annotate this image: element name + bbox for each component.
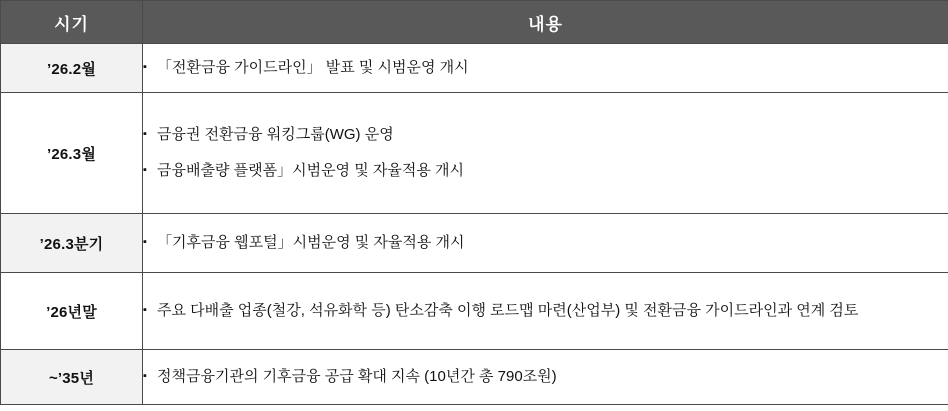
table-header [1, 1, 948, 44]
list-item: ▪ 「기후금융 웹포털」시범운영 및 자율적용 개시 [143, 232, 948, 255]
content-cell [143, 350, 948, 405]
table-row [1, 350, 948, 405]
list-item: ▪ 금융배출량 플랫폼」시범운영 및 자율적용 개시 [143, 160, 948, 183]
period-cell: ’26년말 [1, 273, 143, 350]
period-cell: ’26.3분기 [1, 214, 143, 273]
table-body [1, 44, 948, 405]
header-row [1, 1, 948, 44]
list-item: ▪ 「전환금융 가이드라인」 발표 및 시범운영 개시 [143, 57, 948, 80]
list-item: ▪ 금융권 전환금융 워킹그룹(WG) 운영 [143, 124, 948, 147]
table-row [1, 44, 948, 93]
bullet-list [143, 57, 948, 80]
period-cell: ’26.3월 [1, 93, 143, 214]
content-cell [143, 93, 948, 214]
bullet-list [143, 300, 948, 323]
content-cell [143, 214, 948, 273]
bullet-list [143, 232, 948, 255]
bullet-list [143, 124, 948, 183]
content-cell [143, 273, 948, 350]
content-cell [143, 44, 948, 93]
header-cell-content: 내용 [143, 1, 948, 44]
period-cell: ’26.2월 [1, 44, 143, 93]
list-item: ▪ 정책금융기관의 기후금융 공급 확대 지속 (10년간 총 790조원) [143, 366, 948, 389]
table-row [1, 93, 948, 214]
period-cell: ~’35년 [1, 350, 143, 405]
table-row [1, 214, 948, 273]
table-row [1, 273, 948, 350]
bullet-list [143, 366, 948, 389]
header-cell-period: 시기 [1, 1, 143, 44]
list-item: ▪ 주요 다배출 업종(철강, 석유화학 등) 탄소감축 이행 로드맵 마련(산업부) 및 전환금융 가이드라인과 연계 검토 [143, 300, 948, 323]
